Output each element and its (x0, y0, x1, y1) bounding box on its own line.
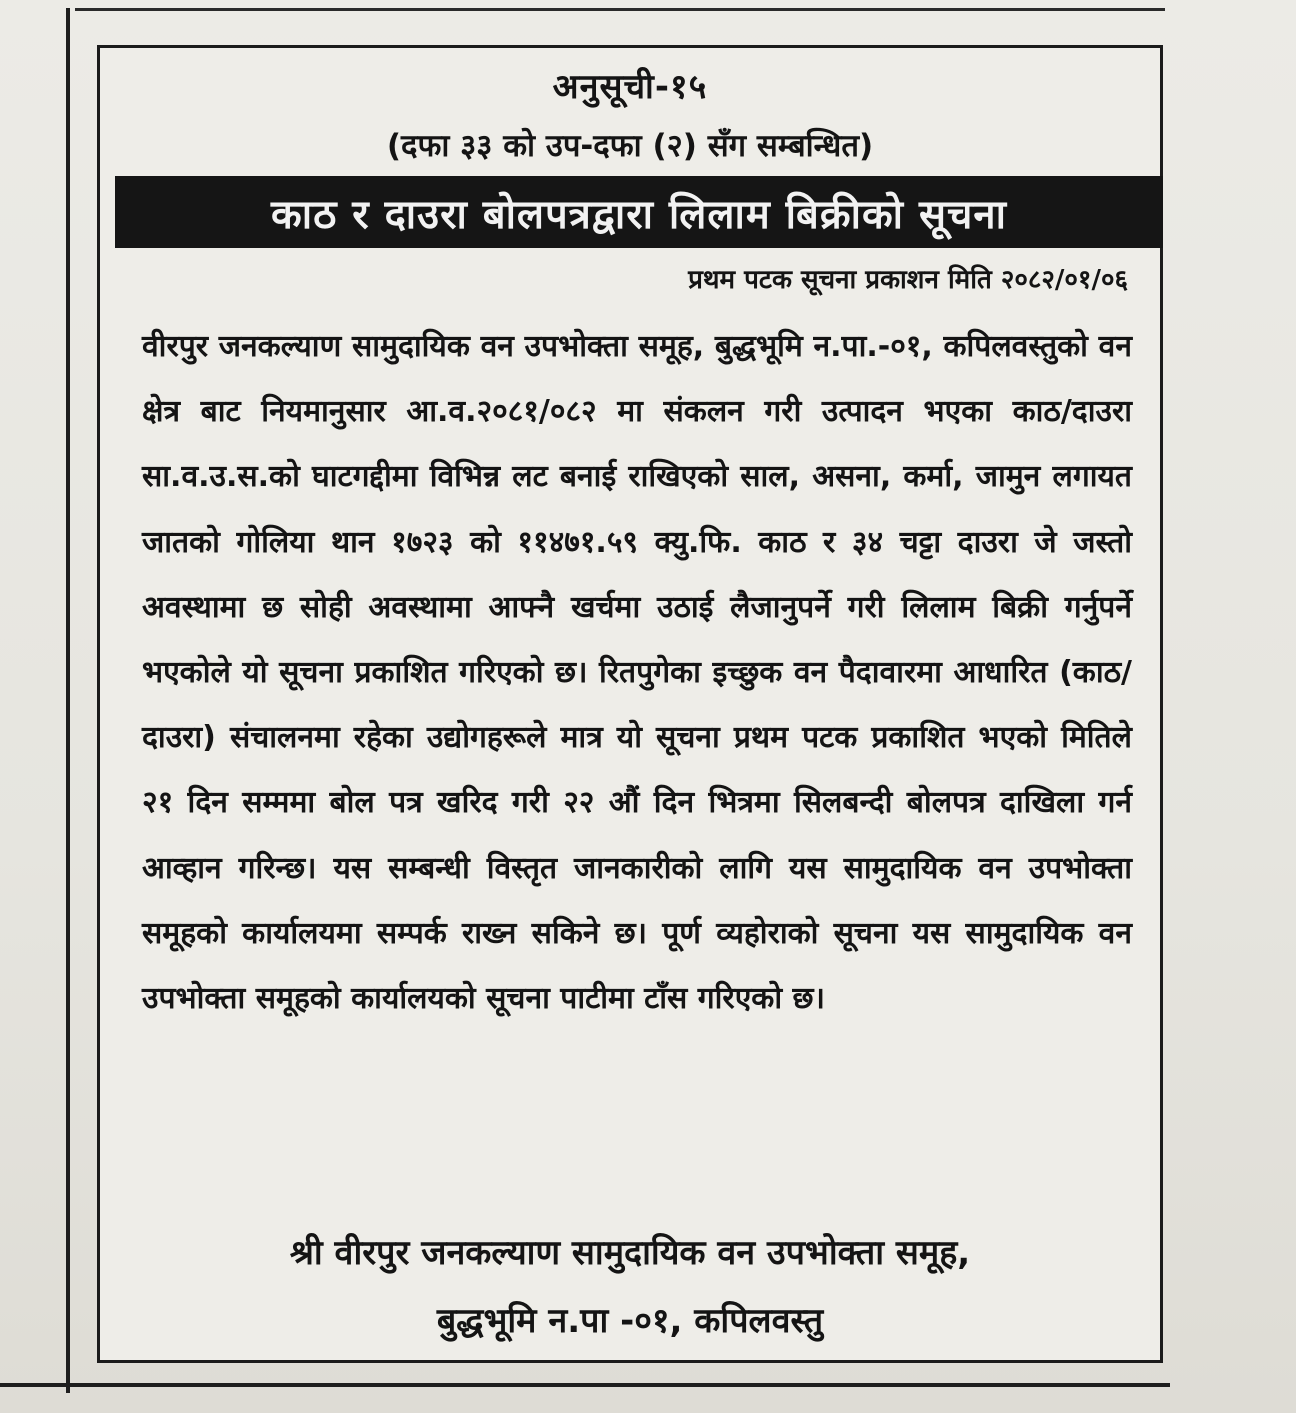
left-column-rule (66, 8, 70, 1393)
publication-date: प्रथम पटक सूचना प्रकाशन मिति २०८२/०१/०६ (688, 265, 1128, 295)
top-column-rule (75, 8, 1165, 11)
auction-notice-box (97, 45, 1163, 1363)
bottom-column-rule (0, 1383, 1170, 1387)
signature-location: बुद्धभूमि न.पा -०१, कपिलवस्तु (436, 1301, 824, 1341)
notice-title-banner (115, 176, 1163, 248)
notice-title: काठ र दाउरा बोलपत्रद्वारा लिलाम बिक्रीको सूचना (271, 191, 1007, 238)
signature-organization: श्री वीरपुर जनकल्याण सामुदायिक वन उपभोक्ता समूह, (289, 1233, 971, 1273)
notice-body: वीरपुर जनकल्याण सामुदायिक वन उपभोक्ता समूह, बुद्धभूमि न.पा.-०१, कपिलवस्तुको वन क्षेत्र बाट नियमानुसार आ.व.२०८१/०८२ मा संकलन गरी उत्पादन भएका काठ/दाउरा सा.व.उ.स.को घाटगद्दीमा विभिन्न लट बनाई राखिएको साल, असना, कर्मा, जामुन लगायत जातको गोलिया थान १७२३ को ११४७१.५९ क्यु.फि. काठ र ३४ चट्टा दाउरा जे जस्तो अवस्थामा छ सोही अवस्थामा आफ्नै खर्चमा उठाई लैजानुपर्ने गरी लिलाम बिक्री गर्नुपर्ने भएकोले यो सूचना प्रकाशित गरिएको छ। रितपुगेका इच्छुक वन पैदावारमा आधारित (काठ/दाउरा) संचालनमा रहेका उद्योगहरूले मात्र यो सूचना प्रथम पटक प्रकाशित भएको मितिले २१ दिन सम्ममा बोल पत्र खरिद गरी २२ औं दिन भित्रमा सिलबन्दी बोलपत्र दाखिला गर्न आव्हान गरिन्छ। यस सम्बन्धी विस्तृत जानकारीको लागि यस सामुदायिक वन उपभोक्ता समूहको कार्यालयमा सम्पर्क राख्न सकिने छ। पूर्ण व्यहोराको सूचना यस सामुदायिक वन उपभोक्ता समूहको कार्यालयको सूचना पाटीमा टाँस गरिएको छ। (142, 329, 1132, 1017)
section-reference: (दफा ३३ को उप-दफा (२) सँग सम्बन्धित) (386, 128, 874, 164)
annex-heading: अनुसूची-१५ (552, 67, 708, 107)
